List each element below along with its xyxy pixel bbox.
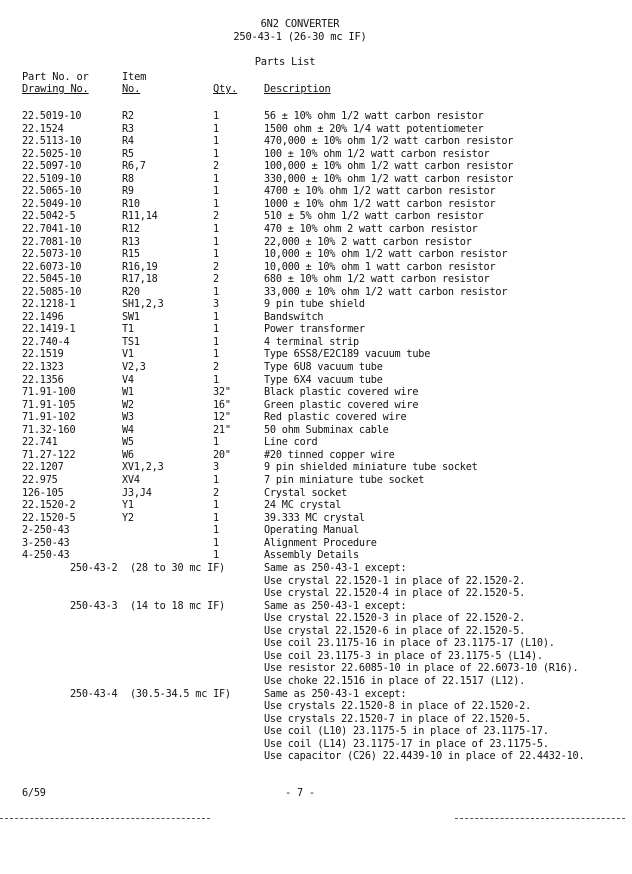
- item-number-cell: W6: [122, 449, 134, 461]
- part-number-cell: 3-250-43: [22, 537, 70, 549]
- item-number-cell: Y2: [122, 512, 134, 524]
- variant-model-number: 250-43-3: [70, 600, 118, 612]
- quantity-cell: 1: [213, 500, 219, 512]
- part-number-cell: 22.975: [22, 474, 58, 486]
- item-number-cell: R5: [122, 148, 134, 160]
- quantity-cell: 2: [213, 161, 219, 173]
- variant-change-line: Use crystals 22.1520-7 in place of 22.1520-5.: [264, 713, 532, 725]
- quantity-cell: 1: [213, 111, 219, 122]
- variant-change-line: Use crystal 22.1520-1 in place of 22.1520-2.: [264, 575, 526, 587]
- quantity-cell: 1: [213, 474, 219, 486]
- description-cell: 33,000 ± 10% ohm 1/2 watt carbon resistor: [264, 286, 508, 298]
- header-part-no-line1: Part No. or: [22, 71, 89, 83]
- part-number-cell: 22.5085-10: [22, 286, 82, 298]
- part-number-cell: 4-250-43: [22, 550, 70, 562]
- item-number-cell: W4: [122, 424, 134, 436]
- item-number-cell: R4: [122, 136, 134, 148]
- part-number-cell: 71.32-160: [22, 424, 76, 436]
- quantity-cell: 32": [213, 387, 231, 399]
- part-number-cell: 22.5049-10: [22, 198, 82, 210]
- item-number-cell: R2: [122, 111, 134, 122]
- quantity-cell: 20": [213, 449, 231, 461]
- variant-if-range: (28 to 30 mc IF): [130, 563, 225, 574]
- quantity-cell: 2: [213, 274, 219, 286]
- table-row: [0, 136, 632, 149]
- item-number-cell: R8: [122, 173, 134, 185]
- parts-list-heading: Parts List: [254, 56, 316, 68]
- table-row: [0, 249, 632, 262]
- table-row: [0, 400, 632, 413]
- table-row: [0, 375, 632, 388]
- quantity-cell: 21": [213, 424, 231, 436]
- table-row: [0, 387, 632, 400]
- part-number-cell: 71.91-100: [22, 387, 76, 399]
- description-cell: 1000 ± 10% ohm 1/2 watt carbon resistor: [264, 198, 496, 210]
- part-number-cell: 22.1496: [22, 311, 64, 323]
- quantity-cell: 3: [213, 462, 219, 474]
- table-row: [0, 425, 632, 438]
- description-cell: 100,000 ± 10% ohm 1/2 watt carbon resistor: [264, 161, 514, 173]
- item-number-cell: J3,J4: [122, 487, 152, 499]
- variant-change-line: Use coil 23.1175-16 in place of 23.1175-17 (L10).: [264, 638, 555, 650]
- quantity-cell: 1: [213, 525, 219, 537]
- variant-model-number: 250-43-4: [70, 688, 118, 700]
- table-row: [0, 124, 632, 137]
- description-cell: Red plastic covered wire: [264, 412, 407, 424]
- item-number-cell: R15: [122, 249, 140, 261]
- header-description: Description: [264, 83, 331, 95]
- table-row: [0, 450, 632, 463]
- part-number-cell: 22.1524: [22, 123, 64, 135]
- item-number-cell: R16,19: [122, 261, 158, 273]
- item-number-cell: R20: [122, 286, 140, 298]
- part-number-cell: 22.1218-1: [22, 299, 76, 311]
- part-number-cell: 22.740-4: [22, 336, 70, 348]
- table-row: [0, 111, 632, 124]
- part-number-cell: 71.91-102: [22, 412, 76, 424]
- model-number: 250-43-1 (26-30 mc IF): [233, 31, 367, 43]
- variant-change-line: Same as 250-43-1 except:: [264, 688, 407, 700]
- description-cell: 4700 ± 10% ohm 1/2 watt carbon resistor: [264, 186, 496, 198]
- item-number-cell: R11,14: [122, 211, 158, 223]
- variant-change-line: Use resistor 22.6085-10 in place of 22.6073-10 (R16).: [264, 663, 579, 675]
- description-cell: 22,000 ± 10% 2 watt carbon resistor: [264, 236, 472, 248]
- part-number-cell: 22.5109-10: [22, 173, 82, 185]
- description-cell: 100 ± 10% ohm 1/2 watt carbon resistor: [264, 148, 490, 160]
- part-number-cell: 22.5097-10: [22, 161, 82, 173]
- quantity-cell: 1: [213, 336, 219, 348]
- part-number-cell: 22.1323: [22, 362, 64, 373]
- table-row: [0, 174, 632, 187]
- table-row: [0, 186, 632, 199]
- table-row: [0, 199, 632, 212]
- variant-model-number: 250-43-2: [70, 563, 118, 574]
- part-number-cell: 22.1519: [22, 349, 64, 361]
- part-number-cell: 22.5045-10: [22, 274, 82, 286]
- item-number-cell: XV1,2,3: [122, 462, 164, 474]
- quantity-cell: 1: [213, 311, 219, 323]
- table-row: [0, 462, 632, 475]
- quantity-cell: 2: [213, 261, 219, 273]
- table-row: [0, 161, 632, 174]
- table-row: [0, 287, 632, 300]
- quantity-cell: 1: [213, 223, 219, 235]
- quantity-cell: 1: [213, 249, 219, 261]
- footer-date: 6/59: [22, 788, 46, 799]
- description-cell: 330,000 ± 10% ohm 1/2 watt carbon resistor: [264, 173, 514, 185]
- variant-if-range: (14 to 18 mc IF): [130, 600, 225, 612]
- item-number-cell: T1: [122, 324, 134, 336]
- description-cell: Line cord: [264, 437, 318, 449]
- part-number-cell: 71.27-122: [22, 449, 76, 461]
- item-number-cell: V4: [122, 374, 134, 386]
- quantity-cell: 1: [213, 148, 219, 160]
- item-number-cell: XV4: [122, 474, 140, 486]
- table-row: [0, 538, 632, 551]
- header-item-no-line1: Item: [122, 71, 147, 83]
- document-title: 6N2 CONVERTER: [260, 18, 340, 30]
- description-cell: 10,000 ± 10% ohm 1 watt carbon resistor: [264, 261, 496, 273]
- item-number-cell: W2: [122, 399, 134, 411]
- variant-change-line: Use coil 23.1175-3 in place of 23.1175-5 (L14).: [264, 650, 543, 662]
- table-row: [0, 149, 632, 162]
- variant-change-line: Use choke 22.1516 in place of 22.1517 (L12).: [264, 675, 526, 687]
- table-row: [0, 337, 632, 350]
- item-number-cell: R9: [122, 186, 134, 198]
- table-row: [0, 262, 632, 275]
- variant-change-line: Use crystal 22.1520-3 in place of 22.1520-2.: [264, 613, 526, 625]
- item-number-cell: Y1: [122, 500, 134, 512]
- item-number-cell: R6,7: [122, 161, 146, 173]
- header-item-no-line2: No.: [122, 83, 141, 95]
- part-number-cell: 22.5113-10: [22, 136, 82, 148]
- part-number-cell: 22.741: [22, 437, 58, 449]
- part-number-cell: 71.91-105: [22, 399, 76, 411]
- item-number-cell: R3: [122, 123, 134, 135]
- item-number-cell: W1: [122, 387, 134, 399]
- quantity-cell: 1: [213, 324, 219, 336]
- part-number-cell: 22.1520-5: [22, 512, 76, 524]
- table-row: [0, 299, 632, 312]
- table-row: [0, 525, 632, 538]
- quantity-cell: 1: [213, 286, 219, 298]
- footer-rule-right: [455, 818, 625, 819]
- quantity-cell: 2: [213, 362, 219, 373]
- part-number-cell: 22.1207: [22, 462, 64, 474]
- item-number-cell: R10: [122, 198, 140, 210]
- table-row: [0, 412, 632, 425]
- part-number-cell: 22.1356: [22, 374, 64, 386]
- description-cell: 56 ± 10% ohm 1/2 watt carbon resistor: [264, 111, 484, 122]
- table-row: [0, 550, 632, 563]
- table-row: [0, 224, 632, 237]
- quantity-cell: 1: [213, 198, 219, 210]
- description-cell: 9 pin tube shield: [264, 299, 365, 311]
- quantity-cell: 1: [213, 123, 219, 135]
- description-cell: Black plastic covered wire: [264, 387, 419, 399]
- table-row: [0, 362, 632, 375]
- table-row: [0, 349, 632, 362]
- part-number-cell: 22.6073-10: [22, 261, 82, 273]
- description-cell: Operating Manual: [264, 525, 359, 537]
- description-cell: Bandswitch: [264, 311, 324, 323]
- quantity-cell: 2: [213, 211, 219, 223]
- description-cell: Assembly Details: [264, 550, 359, 562]
- description-cell: 10,000 ± 10% ohm 1/2 watt carbon resistor: [264, 249, 508, 261]
- description-cell: Type 6U8 vacuum tube: [264, 362, 383, 373]
- description-cell: 39.333 MC crystal: [264, 512, 365, 524]
- quantity-cell: 1: [213, 236, 219, 248]
- part-number-cell: 22.5042-5: [22, 211, 76, 223]
- quantity-cell: 1: [213, 537, 219, 549]
- quantity-cell: 3: [213, 299, 219, 311]
- table-row: [0, 237, 632, 250]
- part-number-cell: 126-105: [22, 487, 64, 499]
- item-number-cell: R17,18: [122, 274, 158, 286]
- header-qty: Qty.: [213, 83, 238, 95]
- item-number-cell: V1: [122, 349, 134, 361]
- quantity-cell: 1: [213, 186, 219, 198]
- description-cell: 7 pin miniature tube socket: [264, 474, 425, 486]
- variant-change-line: Use crystal 22.1520-6 in place of 22.1520-5.: [264, 625, 526, 637]
- part-number-cell: 22.5019-10: [22, 111, 82, 122]
- part-number-cell: 22.1419-1: [22, 324, 76, 336]
- table-row: [0, 475, 632, 488]
- item-number-cell: R13: [122, 236, 140, 248]
- quantity-cell: 12": [213, 412, 231, 424]
- part-number-cell: 2-250-43: [22, 525, 70, 537]
- variant-change-line: Use crystals 22.1520-8 in place of 22.1520-2.: [264, 701, 532, 713]
- description-cell: Crystal socket: [264, 487, 348, 499]
- quantity-cell: 2: [213, 487, 219, 499]
- table-row: [0, 437, 632, 450]
- quantity-cell: 1: [213, 437, 219, 449]
- variant-change-line: Use capacitor (C26) 22.4439-10 in place of 22.4432-10.: [264, 751, 585, 763]
- description-cell: 680 ± 10% ohm 1/2 watt carbon resistor: [264, 274, 490, 286]
- table-row: [0, 324, 632, 337]
- variant-if-range: (30.5-34.5 mc IF): [130, 688, 231, 700]
- variant-change-line: Same as 250-43-1 except:: [264, 563, 407, 574]
- description-cell: 470,000 ± 10% ohm 1/2 watt carbon resistor: [264, 136, 514, 148]
- description-cell: Type 6SS8/E2C189 vacuum tube: [264, 349, 431, 361]
- part-number-cell: 22.7081-10: [22, 236, 82, 248]
- part-number-cell: 22.7041-10: [22, 223, 82, 235]
- table-row: [0, 274, 632, 287]
- quantity-cell: 1: [213, 136, 219, 148]
- table-row: [0, 211, 632, 224]
- description-cell: Type 6X4 vacuum tube: [264, 374, 383, 386]
- quantity-cell: 1: [213, 173, 219, 185]
- header-part-no-line2: Drawing No.: [22, 83, 89, 95]
- description-cell: 9 pin shielded miniature tube socket: [264, 462, 478, 474]
- variant-change-line: Use coil (L10) 23.1175-5 in place of 23.1175-17.: [264, 726, 549, 738]
- variant-change-line: Use coil (L14) 23.1175-17 in place of 23.1175-5.: [264, 738, 549, 750]
- description-cell: 50 ohm Subminax cable: [264, 424, 389, 436]
- part-number-cell: 22.5065-10: [22, 186, 82, 198]
- item-number-cell: W3: [122, 412, 134, 424]
- description-cell: 1500 ohm ± 20% 1/4 watt potentiometer: [264, 123, 484, 135]
- description-cell: 4 terminal strip: [264, 336, 359, 348]
- part-number-cell: 22.5073-10: [22, 249, 82, 261]
- footer-rule-left: [0, 818, 210, 819]
- description-cell: 470 ± 10% ohm 2 watt carbon resistor: [264, 223, 478, 235]
- part-number-cell: 22.5025-10: [22, 148, 82, 160]
- item-number-cell: SH1,2,3: [122, 299, 164, 311]
- table-row: [0, 500, 632, 513]
- variant-change-line: Same as 250-43-1 except:: [264, 600, 407, 612]
- description-cell: Power transformer: [264, 324, 365, 336]
- description-cell: #20 tinned copper wire: [264, 449, 395, 461]
- quantity-cell: 1: [213, 349, 219, 361]
- item-number-cell: W5: [122, 437, 134, 449]
- item-number-cell: R12: [122, 223, 140, 235]
- item-number-cell: TS1: [122, 336, 140, 348]
- variant-change-line: Use crystal 22.1520-4 in place of 22.1520-5.: [264, 588, 526, 600]
- table-row: [0, 312, 632, 325]
- description-cell: Green plastic covered wire: [264, 399, 419, 411]
- description-cell: 510 ± 5% ohm 1/2 watt carbon resistor: [264, 211, 484, 223]
- table-row: [0, 488, 632, 501]
- quantity-cell: 1: [213, 512, 219, 524]
- page-number: - 7 -: [285, 788, 315, 799]
- item-number-cell: V2,3: [122, 362, 146, 373]
- item-number-cell: SW1: [122, 311, 140, 323]
- description-cell: Alignment Procedure: [264, 537, 377, 549]
- part-number-cell: 22.1520-2: [22, 500, 76, 512]
- quantity-cell: 1: [213, 374, 219, 386]
- description-cell: 24 MC crystal: [264, 500, 342, 512]
- quantity-cell: 16": [213, 399, 231, 411]
- quantity-cell: 1: [213, 550, 219, 562]
- table-row: [0, 513, 632, 526]
